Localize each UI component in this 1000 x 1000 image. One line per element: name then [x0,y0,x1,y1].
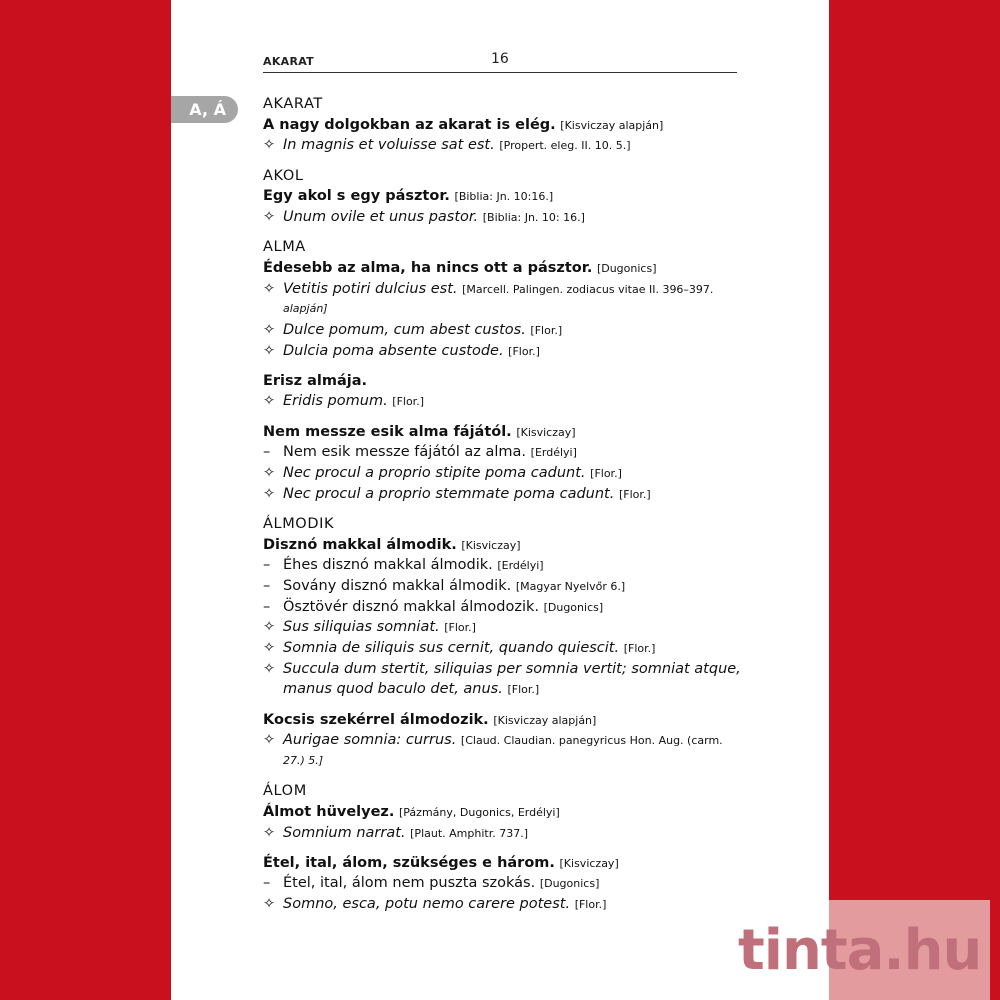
headword [263,166,743,187]
variant-text: Dulce pomum, cum abest custos. [283,321,526,338]
source-citation: [Erdélyi] [497,559,544,573]
variant-text: Nem esik messze fájától az alma. [283,444,527,461]
hungarian-variant-line [263,597,743,618]
source-citation: [Flor.] [590,467,622,480]
dash-bullet-icon: – [263,557,271,574]
header-keyword: AKARAT [263,55,314,68]
variant-text: Éhes disznó makkal álmodik. [283,557,493,574]
source-continuation [263,751,743,772]
star-bullet-icon: ✧ [263,619,276,636]
source-citation: [Magyar Nyelvőr 6.] [515,579,626,593]
proverb-line [263,853,743,874]
proverb-line [263,535,743,556]
star-bullet-icon: ✧ [263,280,276,297]
latin-variant-line [263,279,743,300]
proverb-text: Álmot hüvelyez. [263,803,395,820]
latin-variant-line [263,659,743,680]
source-citation: [Claud. Claudian. panegyricus Hon. Aug. (carm. [460,734,723,748]
variant-text: Unum ovile et unus pastor. [283,208,479,225]
source-citation: [Dugonics] [543,600,604,614]
source-citation: [Flor.] [444,621,476,635]
headword [263,781,743,802]
star-bullet-icon: ✧ [263,137,276,154]
variant-text: In magnis et voluisse sat est. [283,137,495,154]
proverb-text: Disznó makkal álmodik. [263,536,457,553]
source-citation: [Flor.] [530,323,563,337]
variant-text: Nec procul a proprio stemmate poma cadunt. [283,485,615,502]
proverb-text: Kocsis szekérrel álmodozik. [263,711,489,728]
source-citation: [Flor.] [392,395,424,409]
star-bullet-icon: ✧ [263,342,276,359]
source-citation: 27.) 5.] [283,753,324,767]
source-citation: [Marcell. Palingen. zodiacus vitae II. 396–397. [462,282,714,296]
latin-variant-line [263,894,743,915]
page-number: 16 [491,51,509,67]
dictionary-entries [263,94,743,915]
source-citation: [Flor.] [618,487,651,501]
proverb-text: Édesebb az alma, ha nincs ott a pásztor. [263,259,593,276]
proverb-text: A nagy dolgokban az akarat is elég. [263,116,556,133]
entry-gap [263,504,743,514]
variant-text: manus quod baculo det, anus. [283,681,503,698]
variant-text: Sus siliquias somniat. [283,619,440,636]
source-citation: [Kisviczay alapján] [560,118,664,132]
headword-text: ÁLMODIK [263,515,335,532]
star-bullet-icon: ✧ [263,732,276,749]
headword-text: AKOL [263,167,304,184]
dash-bullet-icon: – [263,598,271,615]
star-bullet-icon: ✧ [263,393,276,410]
source-citation: [Flor.] [623,642,656,655]
source-citation: [Flor.] [507,683,540,697]
headword-text: ALMA [263,239,306,256]
proverb-text: Étel, ital, álom, szükséges e három. [263,854,555,871]
latin-variant-line [263,823,743,844]
source-citation: [Biblia: Jn. 10:16.] [454,190,554,204]
latin-variant-line [263,320,743,341]
source-citation: [Kisviczay] [516,425,576,439]
variant-text: Sovány disznó makkal álmodik. [283,577,512,594]
proverb-line [263,710,743,731]
source-citation: alapján] [283,302,328,316]
entry-gap [263,361,743,371]
star-bullet-icon: ✧ [263,824,276,841]
variant-text: Étel, ital, álom nem puszta szokás. [283,875,536,892]
proverb-line [263,186,743,207]
latin-variant-line [263,135,743,156]
headword-text: ÁLOM [263,783,307,800]
source-citation: [Kisviczay] [461,538,521,552]
proverb-line [263,371,743,392]
latin-variant-continuation [263,679,743,700]
latin-variant-line [263,730,743,751]
latin-variant-line [263,617,743,638]
source-citation: [Erdélyi] [530,446,577,460]
source-citation: [Biblia: Jn. 10: 16.] [482,210,585,224]
hungarian-variant-line [263,555,743,576]
entry-gap [263,772,743,782]
source-continuation [263,299,743,320]
proverb-line [263,258,743,279]
hungarian-variant-line [263,873,743,894]
star-bullet-icon: ✧ [263,485,276,502]
variant-text: Somnium narrat. [283,824,406,841]
source-citation: [Propert. eleg. II. 10. 5.] [499,139,631,153]
source-citation: [Kisviczay alapján] [493,713,597,727]
watermark-text: tinta.hu [738,918,982,983]
entry-gap [263,228,743,238]
source-citation: [Dugonics] [539,877,600,891]
entry-gap [263,700,743,710]
latin-variant-line [263,207,743,228]
proverb-text: Erisz almája. [263,372,368,389]
source-citation: [Kisviczay] [559,856,619,870]
entry-gap [263,843,743,853]
source-citation: [Pázmány, Dugonics, Erdélyi] [399,805,560,819]
headword-text: AKARAT [263,96,323,112]
variant-text: Vetitis potiri dulcius est. [283,280,458,297]
star-bullet-icon: ✧ [263,896,276,913]
latin-variant-line [263,341,743,362]
hungarian-variant-line [263,576,743,597]
source-citation: [Flor.] [508,344,540,358]
proverb-line [263,115,743,136]
dash-bullet-icon: – [263,444,271,461]
hungarian-variant-line [263,442,743,463]
variant-text: Succula dum stertit, siliquias per somnia vertit; somniat atque, [283,660,741,677]
variant-text: Aurigae somnia: currus. [283,732,457,749]
variant-text: Dulcia poma absente custode. [283,342,504,359]
star-bullet-icon: ✧ [263,465,276,481]
proverb-line [263,422,743,443]
source-citation: [Flor.] [574,898,607,912]
headword [263,237,743,258]
variant-text: Eridis pomum. [283,393,388,410]
latin-variant-line [263,638,743,659]
entry-gap [263,156,743,166]
latin-variant-line [263,463,743,484]
entry-gap [263,412,743,422]
source-citation: [Dugonics] [596,261,657,275]
headword [263,514,743,535]
dash-bullet-icon: – [263,577,271,594]
latin-variant-line [263,391,743,412]
running-header [263,51,737,73]
variant-text: Somnia de siliquis sus cernit, quando quiescit. [283,640,620,656]
headword [263,94,743,115]
letter-tab: A, Á [171,96,238,123]
latin-variant-line [263,484,743,505]
source-citation: [Plaut. Amphitr. 737.] [410,826,528,840]
star-bullet-icon: ✧ [263,208,276,225]
star-bullet-icon: ✧ [263,321,276,338]
star-bullet-icon: ✧ [263,640,276,656]
variant-text: Nec procul a proprio stipite poma cadunt. [283,465,586,481]
proverb-text: Egy akol s egy pásztor. [263,188,450,205]
star-bullet-icon: ✧ [263,660,276,677]
proverb-line [263,802,743,823]
variant-text: Ösztövér disznó makkal álmodozik. [283,598,539,615]
dash-bullet-icon: – [263,875,271,892]
proverb-text: Nem messze esik alma fájától. [263,423,512,440]
variant-text: Somno, esca, potu nemo carere potest. [283,896,571,913]
